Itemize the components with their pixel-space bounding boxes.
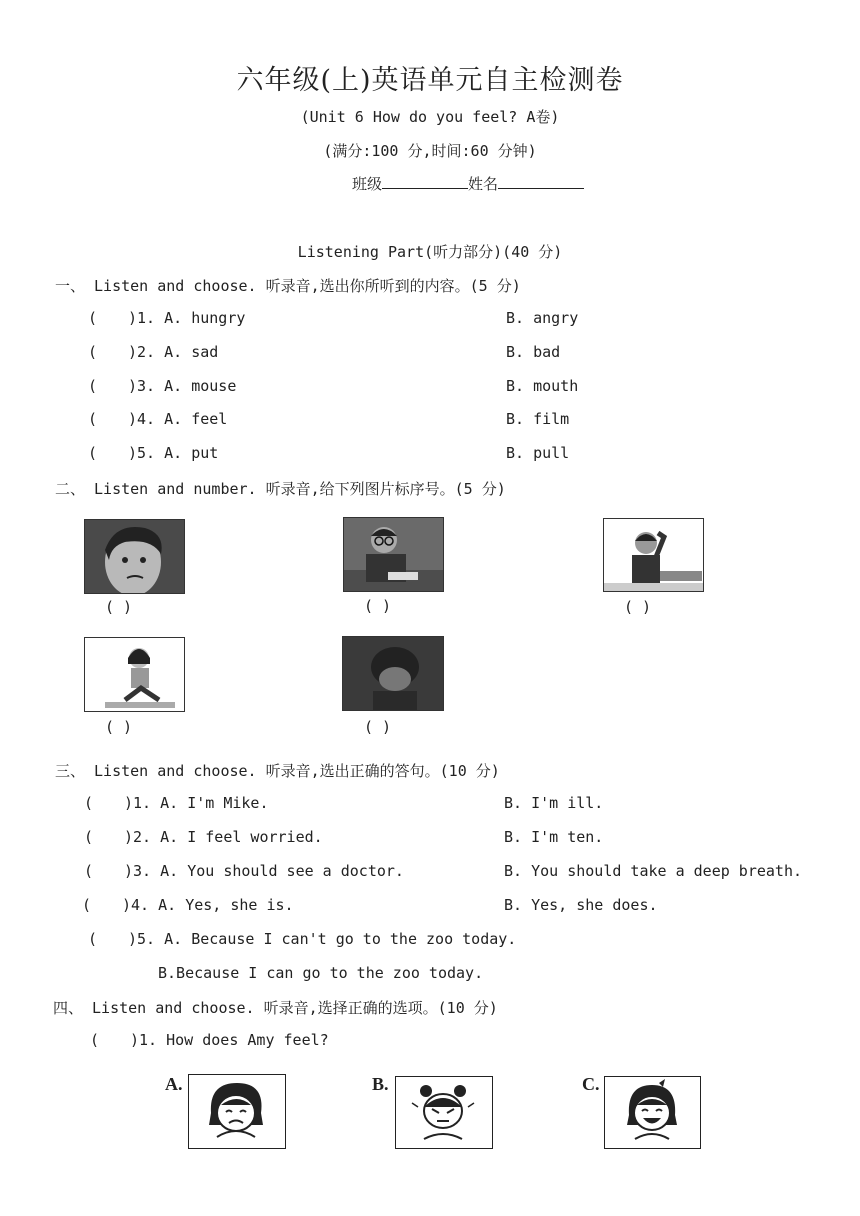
score-time: (满分:100 分,时间:60 分钟): [323, 142, 537, 160]
section-1-heading: 一、 Listen and choose. 听录音,选出你所听到的内容。(5 分): [55, 277, 521, 295]
option-b: B.Because I can go to the zoo today.: [158, 964, 484, 982]
option-label-b: B.: [372, 1074, 389, 1094]
photo-boy-glasses: [343, 517, 444, 592]
option-label-c: C.: [582, 1074, 600, 1094]
answer-paren[interactable]: (: [88, 309, 98, 327]
number-blank[interactable]: ( ): [105, 598, 133, 616]
question-row: [88, 343, 218, 361]
option-a: )2. A. sad: [128, 343, 219, 361]
question-row: [90, 1031, 329, 1049]
question-row: [88, 410, 227, 428]
option-b: B. bad: [506, 343, 561, 361]
option-c-happy-girl[interactable]: [604, 1076, 701, 1149]
option-a: )5. A. Because I can't go to the zoo today.: [128, 930, 517, 948]
page-title: 六年级(上)英语单元自主检测卷: [236, 65, 624, 96]
section-4-heading: 四、 Listen and choose. 听录音,选择正确的选项。(10 分): [53, 999, 498, 1017]
part-title: Listening Part(听力部分)(40 分): [297, 243, 563, 261]
option-a: )3. A. You should see a doctor.: [124, 862, 404, 880]
option-b: B. I'm ill.: [504, 794, 604, 812]
section-2-heading: 二、 Listen and number. 听录音,给下列图片标序号。(5 分): [55, 480, 506, 498]
photo-boy-thinking: [603, 518, 704, 592]
class-name-line: [352, 173, 584, 194]
question-row: [84, 862, 404, 880]
option-b: B. You should take a deep breath.: [504, 862, 803, 880]
photo-boy-face: [84, 519, 185, 594]
option-b: B. pull: [506, 444, 570, 462]
option-b: B. Yes, she does.: [504, 896, 658, 914]
option-b: B. angry: [506, 309, 579, 327]
answer-paren[interactable]: (: [90, 1031, 100, 1049]
option-b: B. mouth: [506, 377, 579, 395]
answer-paren[interactable]: (: [84, 828, 94, 846]
photo-girl-sitting: [84, 637, 185, 712]
photo-boy-hat: [342, 636, 444, 711]
class-blank[interactable]: [382, 174, 468, 189]
answer-paren[interactable]: (: [88, 930, 98, 948]
number-blank[interactable]: ( ): [624, 598, 652, 616]
option-a: )4. A. Yes, she is.: [122, 896, 294, 914]
number-blank[interactable]: ( ): [364, 597, 392, 615]
name-label: 姓名: [468, 175, 499, 193]
question-row: [88, 377, 236, 395]
option-a: )1. A. hungry: [128, 309, 246, 327]
question-row: [84, 794, 269, 812]
question-row: [82, 896, 294, 914]
number-blank[interactable]: ( ): [105, 718, 133, 736]
option-b-angry-girl[interactable]: [395, 1076, 493, 1149]
option-a: )2. A. I feel worried.: [124, 828, 323, 846]
question-row: [88, 930, 516, 948]
subtitle: (Unit 6 How do you feel? A卷): [300, 108, 560, 126]
answer-paren[interactable]: (: [84, 862, 94, 880]
option-a-sad-girl[interactable]: [188, 1074, 286, 1149]
answer-paren[interactable]: (: [84, 794, 94, 812]
option-a: )5. A. put: [128, 444, 219, 462]
number-blank[interactable]: ( ): [364, 718, 392, 736]
section-3-heading: 三、 Listen and choose. 听录音,选出正确的答句。(10 分): [55, 762, 500, 780]
option-b: B. I'm ten.: [504, 828, 604, 846]
answer-paren[interactable]: (: [88, 377, 98, 395]
answer-paren[interactable]: (: [82, 896, 92, 914]
question-row: [84, 828, 323, 846]
question-row: [88, 309, 245, 327]
option-a: )4. A. feel: [128, 410, 228, 428]
option-a: )1. A. I'm Mike.: [124, 794, 269, 812]
question-row: [88, 444, 218, 462]
answer-paren[interactable]: (: [88, 410, 98, 428]
class-label: 班级: [352, 175, 383, 193]
option-label-a: A.: [165, 1074, 183, 1094]
question-text: )1. How does Amy feel?: [130, 1031, 329, 1049]
name-blank[interactable]: [498, 174, 584, 189]
option-a: )3. A. mouse: [128, 377, 237, 395]
answer-paren[interactable]: (: [88, 444, 98, 462]
answer-paren[interactable]: (: [88, 343, 98, 361]
option-b: B. film: [506, 410, 570, 428]
